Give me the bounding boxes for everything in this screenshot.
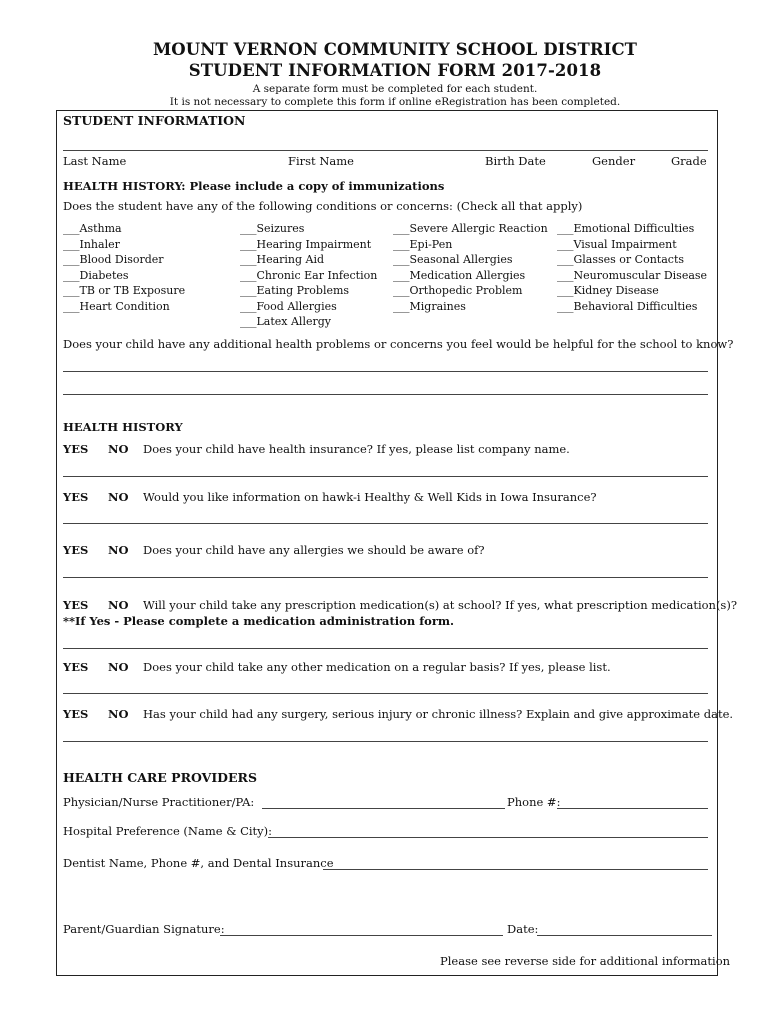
condition-checkbox[interactable]: ___Inhaler bbox=[63, 237, 120, 251]
condition-checkbox[interactable]: ___Asthma bbox=[63, 222, 122, 235]
condition-checkbox[interactable]: ___Glasses or Contacts bbox=[557, 253, 685, 266]
conditions-column-4 bbox=[557, 221, 707, 314]
no-option[interactable]: NO bbox=[108, 660, 129, 674]
date-field[interactable] bbox=[537, 935, 712, 936]
no-option[interactable]: NO bbox=[108, 442, 129, 456]
condition-checkbox[interactable]: ___Severe Allergic Reaction bbox=[393, 222, 548, 235]
phone-label: Phone #: bbox=[507, 795, 561, 809]
condition-checkbox[interactable]: ___Behavioral Difficulties bbox=[557, 299, 698, 313]
conditions-column-2 bbox=[240, 221, 377, 330]
yes-option[interactable]: YES bbox=[63, 490, 89, 504]
condition-checkbox[interactable]: ___TB or TB Exposure bbox=[63, 284, 186, 297]
signature-field[interactable] bbox=[220, 935, 503, 936]
surgery-answer-line[interactable] bbox=[63, 741, 708, 742]
condition-checkbox[interactable]: ___Medication Allergies bbox=[393, 268, 526, 282]
grade-label: Grade bbox=[671, 154, 707, 168]
health-conditions-heading: HEALTH HISTORY: Please include a copy of immunizations bbox=[63, 179, 445, 193]
no-option[interactable]: NO bbox=[108, 490, 129, 504]
form-title-district: MOUNT VERNON COMMUNITY SCHOOL DISTRICT bbox=[152, 40, 638, 59]
yes-option[interactable]: YES bbox=[63, 442, 89, 456]
condition-checkbox[interactable]: ___Neuromuscular Disease bbox=[557, 268, 708, 282]
prescription-answer-line[interactable] bbox=[63, 648, 708, 649]
reverse-side-note: Please see reverse side for additional information bbox=[440, 954, 731, 968]
condition-checkbox[interactable]: ___Food Allergies bbox=[240, 299, 337, 313]
first-name-label: First Name bbox=[288, 154, 354, 168]
condition-checkbox[interactable]: ___Hearing Aid bbox=[240, 253, 325, 266]
prescription-question: Will your child take any prescription medication(s) at school? If yes, what prescription medication(s)? bbox=[143, 598, 737, 612]
signature-label: Parent/Guardian Signature: bbox=[63, 922, 225, 936]
condition-checkbox[interactable]: ___Diabetes bbox=[63, 268, 129, 282]
hawki-question: Would you like information on hawk-i Healthy & Well Kids in Iowa Insurance? bbox=[143, 490, 597, 504]
allergies-question: Does your child have any allergies we should be aware of? bbox=[143, 543, 485, 557]
gender-label: Gender bbox=[592, 154, 636, 168]
hawki-answer-line[interactable] bbox=[63, 523, 708, 524]
condition-checkbox[interactable]: ___Orthopedic Problem bbox=[393, 284, 523, 297]
last-name-label: Last Name bbox=[63, 154, 127, 168]
condition-checkbox[interactable]: ___Kidney Disease bbox=[557, 284, 659, 297]
date-label: Date: bbox=[507, 922, 539, 936]
yes-option[interactable]: YES bbox=[63, 543, 89, 557]
condition-checkbox[interactable]: ___Hearing Impairment bbox=[240, 237, 372, 251]
other-medication-question: Does your child take any other medication on a regular basis? If yes, please list. bbox=[143, 660, 611, 674]
additional-concerns-line-1[interactable] bbox=[63, 371, 708, 372]
providers-heading: HEALTH CARE PROVIDERS bbox=[63, 770, 257, 785]
conditions-prompt: Does the student have any of the following conditions or concerns: (Check all that apply) bbox=[63, 199, 583, 213]
medication-form-note: **If Yes - Please complete a medication administration form. bbox=[63, 614, 455, 628]
yes-option[interactable]: YES bbox=[63, 598, 89, 612]
conditions-column-3 bbox=[393, 221, 548, 314]
physician-field[interactable] bbox=[262, 808, 505, 809]
form-note-eregistration: It is not necessary to complete this form if online eRegistration has been completed. bbox=[169, 96, 621, 108]
condition-checkbox[interactable]: ___Emotional Difficulties bbox=[557, 222, 695, 235]
health-history-heading: HEALTH HISTORY bbox=[63, 420, 183, 434]
condition-checkbox[interactable]: ___Chronic Ear Infection bbox=[240, 268, 378, 282]
condition-checkbox[interactable]: ___Seizures bbox=[240, 222, 305, 235]
no-option[interactable]: NO bbox=[108, 707, 129, 721]
surgery-question: Has your child had any surgery, serious injury or chronic illness? Explain and give approximate date. bbox=[143, 707, 734, 721]
yes-option[interactable]: YES bbox=[63, 707, 89, 721]
birth-date-label: Birth Date bbox=[485, 154, 546, 168]
condition-checkbox[interactable]: ___Visual Impairment bbox=[557, 237, 677, 251]
form-note-separate: A separate form must be completed for each student. bbox=[252, 83, 538, 95]
dentist-label: Dentist Name, Phone #, and Dental Insurance bbox=[63, 856, 334, 870]
no-option[interactable]: NO bbox=[108, 598, 129, 612]
insurance-question: Does your child have health insurance? If yes, please list company name. bbox=[143, 442, 570, 456]
condition-checkbox[interactable]: ___Migraines bbox=[393, 299, 466, 313]
phone-field[interactable] bbox=[557, 808, 708, 809]
condition-checkbox[interactable]: ___Blood Disorder bbox=[63, 253, 164, 266]
conditions-column-1 bbox=[63, 221, 185, 314]
condition-checkbox[interactable]: ___Latex Allergy bbox=[240, 315, 331, 328]
form-title: STUDENT INFORMATION FORM 2017-2018 bbox=[188, 61, 602, 80]
hospital-label: Hospital Preference (Name & City): bbox=[63, 824, 273, 838]
physician-label: Physician/Nurse Practitioner/PA: bbox=[63, 795, 255, 809]
dentist-field[interactable] bbox=[323, 869, 708, 870]
other-medication-answer-line[interactable] bbox=[63, 693, 708, 694]
hospital-field[interactable] bbox=[268, 837, 708, 838]
no-option[interactable]: NO bbox=[108, 543, 129, 557]
student-info-line[interactable] bbox=[63, 150, 708, 151]
condition-checkbox[interactable]: ___Seasonal Allergies bbox=[393, 253, 513, 266]
insurance-answer-line[interactable] bbox=[63, 476, 708, 477]
student-info-heading: STUDENT INFORMATION bbox=[63, 113, 246, 128]
condition-checkbox[interactable]: ___Epi-Pen bbox=[393, 237, 453, 251]
allergies-answer-line[interactable] bbox=[63, 577, 708, 578]
condition-checkbox[interactable]: ___Eating Problems bbox=[240, 284, 350, 297]
condition-checkbox[interactable]: ___Heart Condition bbox=[63, 299, 170, 313]
yes-option[interactable]: YES bbox=[63, 660, 89, 674]
additional-concerns-line-2[interactable] bbox=[63, 394, 708, 395]
additional-concerns-question: Does your child have any additional health problems or concerns you feel would be helpful for the school to know? bbox=[63, 337, 734, 351]
